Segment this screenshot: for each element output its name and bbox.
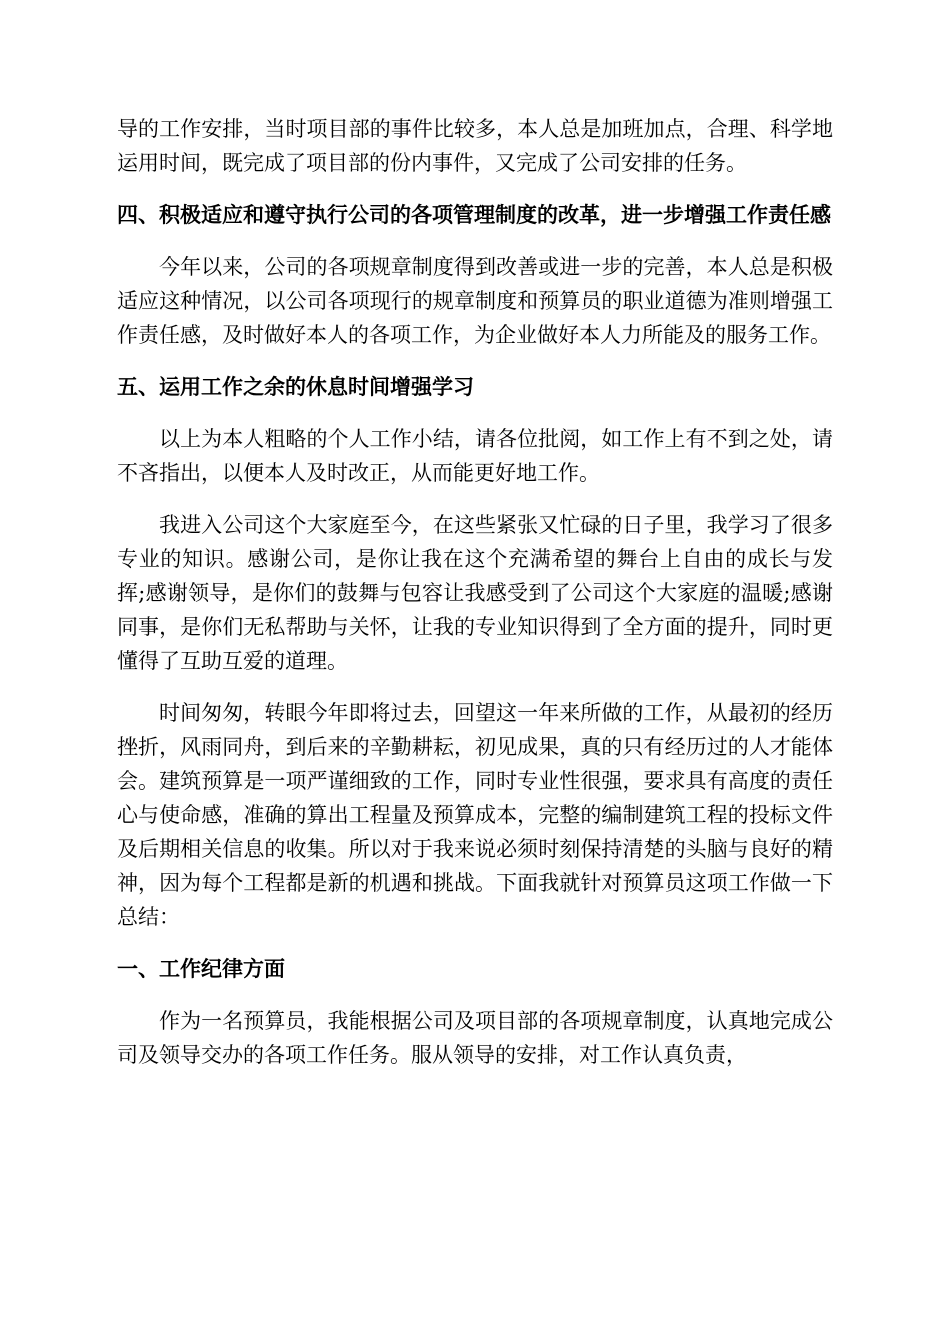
paragraph-discipline: 作为一名预算员，我能根据公司及项目部的各项规章制度，认真地完成公司及领导交办的各项工作任务。服从领导的安排，对工作认真负责，	[117, 1009, 833, 1067]
section-heading-5: 五、运用工作之余的休息时间增强学习	[117, 375, 474, 399]
section-heading-1: 一、工作纪律方面	[117, 957, 285, 981]
document-page	[117, 112, 833, 1072]
paragraph-continuation: 导的工作安排，当时项目部的事件比较多，本人总是加班加点，合理、科学地运用时间，既完成了项目部的份内事件，又完成了公司安排的任务。	[117, 117, 833, 175]
paragraph-thanks: 我进入公司这个大家庭至今，在这些紧张又忙碌的日子里，我学习了很多专业的知识。感谢公司，是你让我在这个充满希望的舞台上自由的成长与发挥;感谢领导，是你们的鼓舞与包容让我感受到了公司这个大家庭的温暖;感谢同事，是你们无私帮助与关怀，让我的专业知识得到了全方面的提升，同时更懂得了互助互爱的道理。	[117, 513, 833, 673]
section-heading-4: 四、积极适应和遵守执行公司的各项管理制度的改革，进一步增强工作责任感	[117, 203, 831, 227]
paragraph-year-review: 时间匆匆，转眼今年即将过去，回望这一年来所做的工作，从最初的经历挫折，风雨同舟，到后来的辛勤耕耘，初见成果，真的只有经历过的人才能体会。建筑预算是一项严谨细致的工作，同时专业性很强，要求具有高度的责任心与使命感，准确的算出工程量及预算成本，完整的编制建筑工程的投标文件及后期相关信息的收集。所以对于我来说必须时刻保持清楚的头脑与良好的精神，因为每个工程都是新的机遇和挑战。下面我就针对预算员这项工作做一下总结：	[117, 701, 833, 929]
paragraph-summary-closing: 以上为本人粗略的个人工作小结，请各位批阅，如工作上有不到之处，请不吝指出，以便本人及时改正，从而能更好地工作。	[117, 427, 833, 485]
paragraph-regulations: 今年以来，公司的各项规章制度得到改善或进一步的完善，本人总是积极适应这种情况，以公司各项现行的规章制度和预算员的职业道德为准则增强工作责任感，及时做好本人的各项工作，为企业做好本人力所能及的服务工作。	[117, 255, 833, 347]
